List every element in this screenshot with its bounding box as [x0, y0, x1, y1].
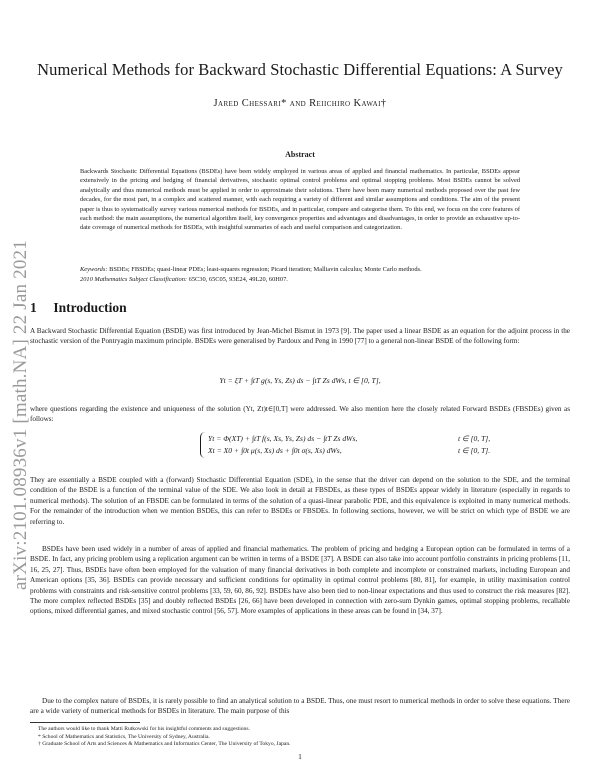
section-title: Introduction — [53, 300, 127, 315]
keywords-label: Keywords: — [80, 266, 108, 273]
paragraph-2: where questions regarding the existence and uniqueness of the solution (Yt, Zt)t∈[0,T] were addressed. We also mention here the closely related Forward BSDEs (FBSDEs) given as follows: — [30, 405, 570, 424]
paper-title: Numerical Methods for Backward Stochastic Differential Equations: A Survey — [37, 60, 563, 79]
paper-authors: Jared Chessari* and Reiichiro Kawai† — [213, 98, 387, 109]
equation-fbsde — [208, 433, 538, 457]
paragraph-3: They are essentially a BSDE coupled with a (forward) Stochastic Differential Equation (SDE), in the sense that the driver can depend on the solution to the SDE, and the terminal condition of the BSDE is a function of the terminal value of the SDE. We also look in detail at FBSDEs, as these types of BSDEs appear widely in literature (especially in regards to numerical methods). The solution of an FBSDE can be formulated in terms of the solution of a quasi-linear parabolic PDE, and this equivalence is exploited in many numerical methods. For the remainder of the introduction when we mention BSDEs, this can refer to BSDEs or FBSDEs. In following sections, however, we will be strict on which type of BSDE we are referring to. — [30, 476, 570, 526]
msc-classification — [80, 275, 520, 284]
footnote-rule — [30, 722, 140, 723]
equation-bsde: Yt = ξT + ∫tT g(s, Ys, Zs) ds − ∫tT Zs dWs, t ∈ [0, T], — [219, 376, 381, 385]
fbsde-line-2-range: t ∈ [0, T]. — [458, 446, 491, 455]
section-heading — [30, 300, 127, 316]
fbsde-line-1-range: t ∈ [0, T], — [458, 434, 491, 443]
arxiv-stamp-text: arXiv:2101.08936v1 [math.NA] 22 Jan 2021 — [10, 240, 31, 590]
msc-label: 2010 Mathematics Subject Classification: — [80, 276, 188, 283]
footnote-author-2: † Graduate School of Arts and Sciences & Mathematics and Informatics Center, The University of Tokyo, Japan. — [38, 741, 291, 748]
fbsde-line-1: Yt = Φ(XT) + ∫tT f(s, Xs, Ys, Zs) ds − ∫tT Zs dWs, — [208, 434, 358, 443]
keywords-text: BSDEs; FBSDEs; quasi-linear PDEs; least-squares regression; Picard iteration; Malliavin calculus; Monte Carlo methods. — [109, 266, 422, 273]
msc-text: 65C30, 65C05, 93E24, 49L20, 60H07. — [188, 276, 288, 283]
page-number: 1 — [298, 752, 302, 761]
footnote-author-1: * School of Mathematics and Statistics, The University of Sydney, Australia. — [38, 733, 210, 740]
abstract-heading: Abstract — [285, 150, 315, 159]
keywords — [80, 265, 520, 274]
paragraph-1: A Backward Stochastic Differential Equation (BSDE) was first introduced by Jean-Michel Bismut in 1973 [9]. The paper used a linear BSDE as an equation for the adjoint process in the stochastic version of the Pontryagin maximum principle. BSDEs were generalised by Pardoux and Peng in 1990 [77] to a general non-linear BSDE of the following form: — [30, 327, 570, 346]
fbsde-line-2: Xt = X0 + ∫0t μ(s, Xs) ds + ∫0t σ(s, Xs) dWs, — [208, 446, 342, 455]
section-number: 1 — [30, 300, 37, 315]
paragraph-5: Due to the complex nature of BSDEs, it is rarely possible to find an analytical solution to a BSDE. Thus, one must resort to numerical methods in order to solve these equations. There are a wide variety of numerical methods for BSDEs in literature. The main purpose of this — [30, 697, 570, 716]
footnotes — [30, 726, 570, 749]
footnote-thanks: The authors would like to thank Matti Rutkowski for his insightful comments and suggestions. — [38, 726, 250, 732]
abstract-body: Backwards Stochastic Differential Equations (BSDEs) have been widely employed in various areas of applied and financial mathematics. In particular, BSDEs appear extensively in the pricing and hedging of financial derivatives, stochastic optimal control problems and optimal stopping problems. Most BSDEs cannot be solved analytically and thus numerical methods must be applied in order to approximate their solutions. There have been many numerical methods proposed over the past few decades, for the most part, in a complex and scattered manner, with each requiring a variety of different and similar assumptions and conditions. The aim of the present paper is thus to systematically survey various numerical methods for BSDEs, and in particular, compare and categorise them. To this end, we focus on the core features of each method: the main assumptions, the numerical algorithm itself, key convergence properties and advantages and disadvantages, in order to provide an exhaustive up-to-date coverage of numerical methods for BSDEs, with insightful summaries of each and useful comparison and categorization. — [80, 168, 520, 232]
paragraph-4: BSDEs have been used widely in a number of areas of applied and financial mathematics. The problem of pricing and hedging a European option can be formulated in terms of a BSDE. In fact, any pricing problem using a replication argument can be written in terms of a BSDE [37]. A BSDE can also take into account portfolio constraints in pricing problems [11, 16, 25, 27]. Thus, BSDEs have often been employed for the valuation of many financial derivatives in both complete and incomplete or constrained markets, including European and American options [35, 36]. BSDEs can provide necessary and sufficient conditions for optimality in optimal control problems [80, 81], for example, in utility maximisation control problems with constraints and risk-sensitive control problems [33, 59, 60, 86, 92]. BSDEs have also been tied to non-linear expectations and thus used to construct the risk measures [82]. The more complex reflected BSDEs [35] and doubly reflected BSDEs [26, 66] have been developed in connection with zero-sum Dynkin games, optimal stopping problems, recallable options, mixed differential games, and mixed stochastic control [56, 57]. More examples of applications in these areas can be found in [34, 37]. — [30, 545, 570, 616]
